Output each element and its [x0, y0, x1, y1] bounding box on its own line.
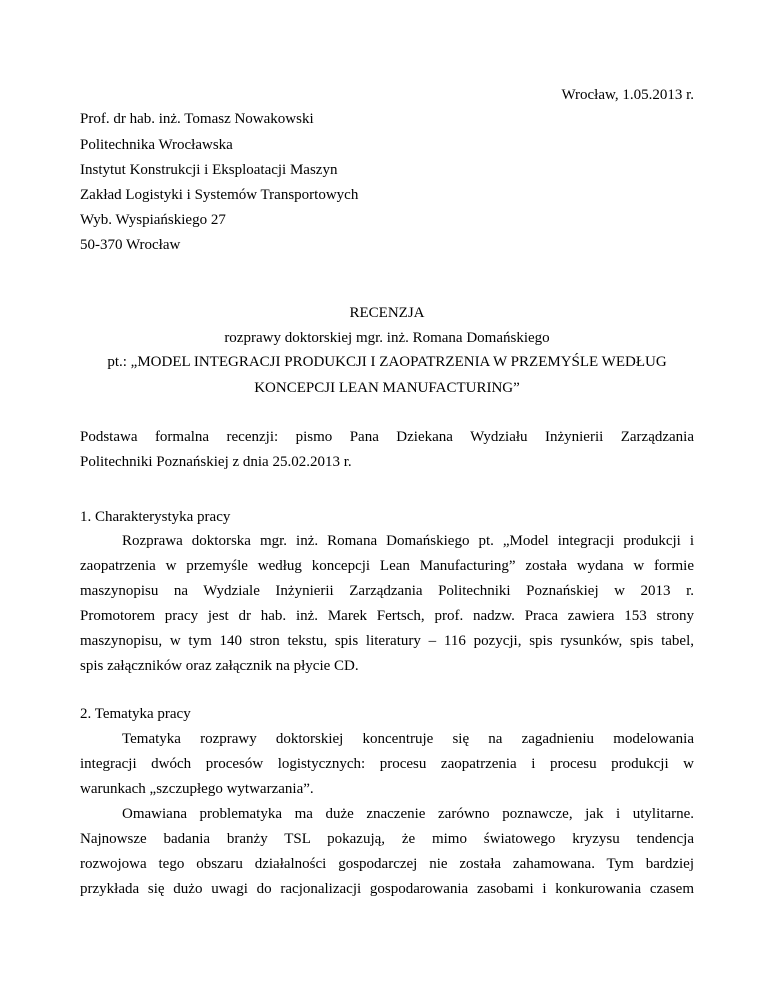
section-1-line: zaopatrzenia w przemyśle według koncepcji Lean Manufacturing” została wydana w formie: [80, 558, 694, 574]
section-1-line: Rozprawa doktorska mgr. inż. Romana Domańskiego pt. „Model integracji produkcji i: [122, 533, 694, 549]
review-topic-line-2: KONCEPCJI LEAN MANUFACTURING”: [254, 380, 520, 396]
section-2-line: Omawiana problematyka ma duże znaczenie zarówno poznawcze, jak i utylitarne.: [122, 806, 694, 822]
section-1-line: Promotorem pracy jest dr hab. inż. Marek Fertsch, prof. nadzw. Praca zawiera 153 strony: [80, 608, 694, 624]
basis-line-2: Politechniki Poznańskiej z dnia 25.02.2013 r.: [80, 454, 352, 470]
section-2-line: integracji dwóch procesów logistycznych: procesu zaopatrzenia i procesu produkcji w: [80, 756, 694, 772]
section-1-line: maszynopisu na Wydziale Inżynierii Zarządzania Politechniki Poznańskiej w 2013 r.: [80, 583, 694, 599]
review-topic-line-1: pt.: „MODEL INTEGRACJI PRODUKCJI I ZAOPATRZENIA W PRZEMYŚLE WEDŁUG: [107, 354, 667, 370]
section-2-line: Najnowsze badania branży TSL pokazują, że mimo światowego kryzysu tendencja: [80, 831, 694, 847]
section-2-line: przykłada się dużo uwagi do racjonalizacji gospodarowania zasobami i konkurowania czasem: [80, 881, 694, 897]
review-subheading: rozprawy doktorskiej mgr. inż. Romana Domańskiego: [224, 330, 550, 346]
section-1-line: maszynopisu, w tym 140 stron tekstu, spis literatury – 116 pozycji, spis rysunków, spis tabel,: [80, 633, 694, 649]
section-2-line: rozwojowa tego obszaru działalności gospodarczej nie została zahamowana. Tym bardziej: [80, 856, 694, 872]
sender-institute: Instytut Konstrukcji i Eksploatacji Maszyn: [80, 162, 338, 178]
section-2-heading: 2. Tematyka pracy: [80, 706, 191, 722]
sender-department: Zakład Logistyki i Systemów Transportowych: [80, 187, 359, 203]
basis-line-1: Podstawa formalna recenzji: pismo Pana Dziekana Wydziału Inżynierii Zarządzania: [80, 429, 694, 445]
sender-postal: 50-370 Wrocław: [80, 237, 181, 253]
section-1-heading: 1. Charakterystyka pracy: [80, 509, 231, 525]
place-date: Wrocław, 1.05.2013 r.: [561, 87, 694, 103]
sender-university: Politechnika Wrocławska: [80, 137, 233, 153]
section-1-line: spis załączników oraz załącznik na płycie CD.: [80, 658, 359, 674]
section-2-line: Tematyka rozprawy doktorskiej koncentruje się na zagadnieniu modelowania: [122, 731, 694, 747]
section-2-line: warunkach „szczupłego wytwarzania”.: [80, 781, 314, 797]
review-heading: RECENZJA: [349, 305, 425, 321]
sender-street: Wyb. Wyspiańskiego 27: [80, 212, 226, 228]
sender-name: Prof. dr hab. inż. Tomasz Nowakowski: [80, 111, 314, 127]
